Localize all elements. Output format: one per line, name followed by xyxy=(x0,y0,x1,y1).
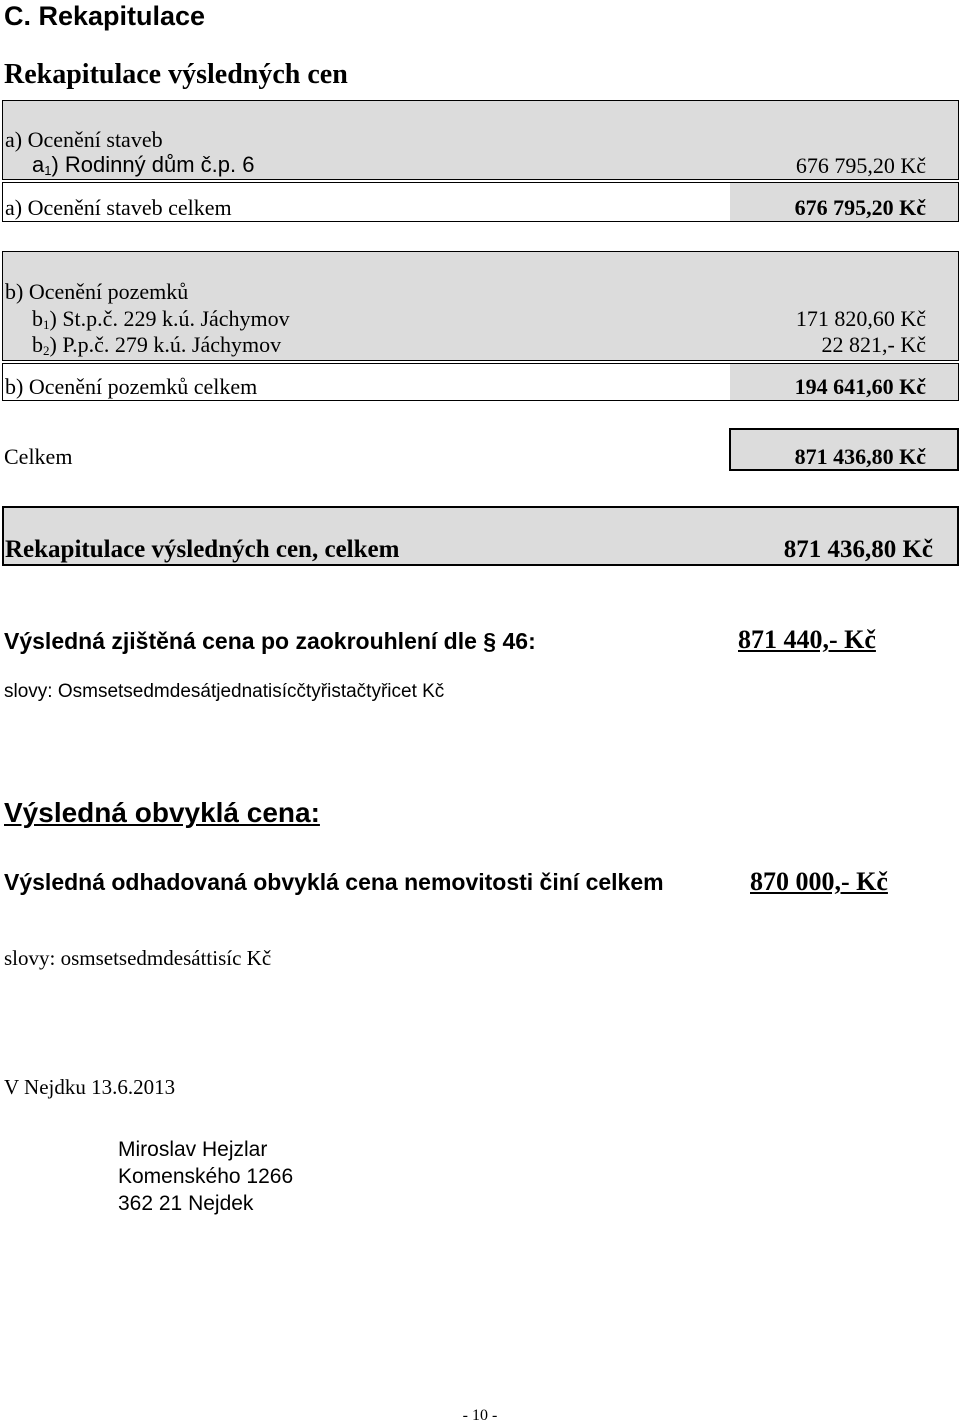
section-b-total-value: 194 641,60 Kč xyxy=(794,374,926,399)
section-b-total-label: b) Ocenění pozemků celkem xyxy=(5,374,258,399)
section-b-item-value: 22 821,- Kč xyxy=(821,332,926,357)
determined-price-label: Výsledná zjištěná cena po zaokrouhlení dle § 46: xyxy=(4,628,536,654)
section-b-item-value: 171 820,60 Kč xyxy=(795,306,926,331)
section-a-item-label: $a_1$) Rodinný dům č.p. 6 xyxy=(32,152,255,178)
section-a-total-label: a) Ocenění staveb celkem xyxy=(5,195,232,220)
signature-name: Miroslav Hejzlar xyxy=(118,1138,268,1161)
recap-total-value: 871 436,80 Kč xyxy=(783,536,933,563)
section-a-item-value: 676 795,20 Kč xyxy=(795,153,926,178)
market-price-label: Výsledná odhadovaná obvyklá cena nemovitosti činí celkem xyxy=(4,869,664,895)
market-price-value: 870 000,- Kč xyxy=(750,867,888,896)
recap-total-label: Rekapitulace výsledných cen, celkem xyxy=(5,536,400,563)
section-a-total-value: 676 795,20 Kč xyxy=(794,195,926,220)
subheading: Rekapitulace výsledných cen xyxy=(4,59,348,90)
celkem-label: Celkem xyxy=(4,444,73,469)
market-price-words: slovy: osmsetsedmdesáttisíc Kč xyxy=(4,946,272,970)
signature-street: Komenského 1266 xyxy=(118,1165,294,1188)
determined-price-value: 871 440,- Kč xyxy=(738,625,876,654)
section-b-item-label: $b_1$) St.p.č. 229 k.ú. Jáchymov xyxy=(32,306,290,332)
section-b-title: b) Ocenění pozemků xyxy=(5,279,189,304)
signature-block xyxy=(118,1136,293,1217)
signature-city: 362 21 Nejdek xyxy=(118,1192,254,1215)
page-number: - 10 - xyxy=(462,1407,498,1424)
determined-price-words: slovy: Osmsetsedmdesátjednatisícčtyřistačtyřicet Kč xyxy=(4,681,445,702)
celkem-value: 871 436,80 Kč xyxy=(794,444,926,469)
place-date: V Nejdku 13.6.2013 xyxy=(4,1075,176,1099)
section-a-title: a) Ocenění staveb xyxy=(5,127,163,152)
section-b-item-label: $b_2$) P.p.č. 279 k.ú. Jáchymov xyxy=(32,332,282,358)
market-price-heading: Výsledná obvyklá cena: xyxy=(4,797,320,828)
section-heading: C. Rekapitulace xyxy=(4,1,206,31)
